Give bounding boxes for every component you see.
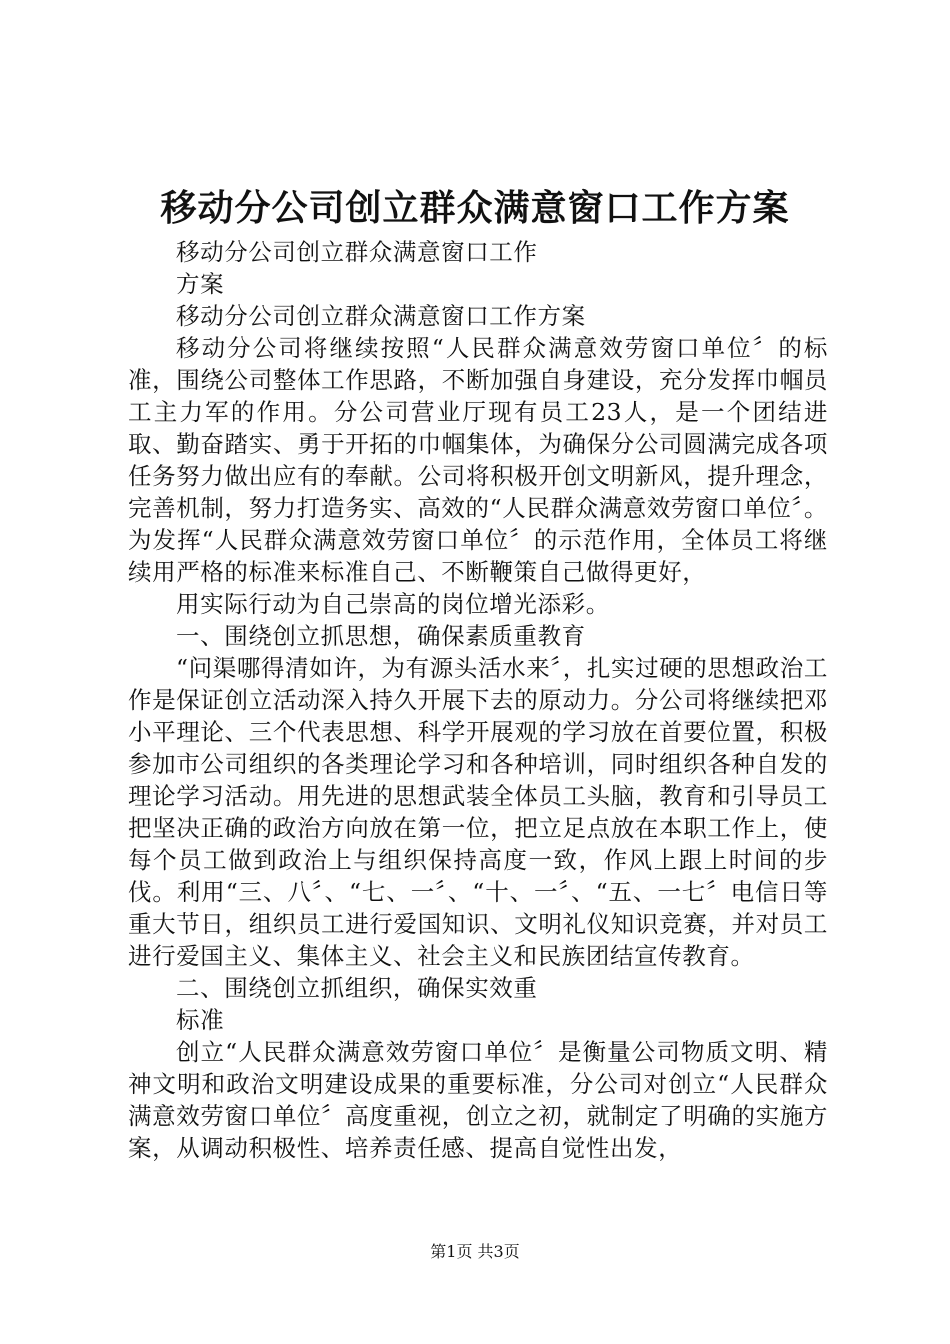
paragraph-5: 用实际行动为自己崇高的岗位增光添彩。 [176, 590, 610, 618]
section-heading-2-continued: 标准 [176, 1006, 225, 1034]
paragraph-1: 移动分公司创立群众满意窗口工作 [176, 238, 538, 266]
paragraph-2: 方案 [176, 270, 225, 298]
document-title: 移动分公司创立群众满意窗口工作方案 [160, 187, 790, 229]
section-heading-2: 二、围绕创立抓组织，确保实效重 [176, 974, 538, 1002]
paragraph-6: “问渠哪得清如许，为有源头活水来〞，扎实过硬的思想政治工作是保证创立活动深入持久开展下去的原动力。分公司将继续把邓小平理论、三个代表思想、科学开展观的学习放在首要位置，积极参加市公司组织的各类理论学习和各种培训，同时组织各种自发的理论学习活动。用先进的思想武装全体员工头脑，教育和引导员工把坚决正确的政治方向放在第一位，把立足点放在本职工作上，使每个员工做到政治上与组织保持高度一致，作风上跟上时间的步伐。利用“三、八〞、“七、一〞、“十、一〞、“五、一七〞电信日等重大节日，组织员工进行爱国知识、文明礼仪知识竞赛，并对员工进行爱国主义、集体主义、社会主义和民族团结宣传教育。 [128, 654, 828, 970]
document-body [128, 236, 828, 1164]
page-number-footer: 第1页 共3页 [430, 1242, 520, 1261]
section-heading-1: 一、围绕创立抓思想，确保素质重教育 [176, 622, 586, 650]
paragraph-7: 创立“人民群众满意效劳窗口单位〞是衡量公司物质文明、精神文明和政治文明建设成果的重要标准，分公司对创立“人民群众满意效劳窗口单位〞高度重视，创立之初，就制定了明确的实施方案，从调动积极性、培养责任感、提高自觉性出发， [128, 1038, 828, 1162]
paragraph-4: 移动分公司将继续按照“人民群众满意效劳窗口单位〞的标准，围绕公司整体工作思路，不断加强自身建设，充分发挥巾帼员工主力军的作用。分公司营业厅现有员工23人，是一个团结进取、勤奋踏实、勇于开拓的巾帼集体，为确保分公司圆满完成各项任务努力做出应有的奉献。公司将积极开创文明新风，提升理念，完善机制，努力打造务实、高效的“人民群众满意效劳窗口单位〞。为发挥“人民群众满意效劳窗口单位〞的示范作用，全体员工将继续用严格的标准来标准自己、不断鞭策自己做得更好， [128, 334, 828, 586]
paragraph-3: 移动分公司创立群众满意窗口工作方案 [176, 302, 586, 330]
